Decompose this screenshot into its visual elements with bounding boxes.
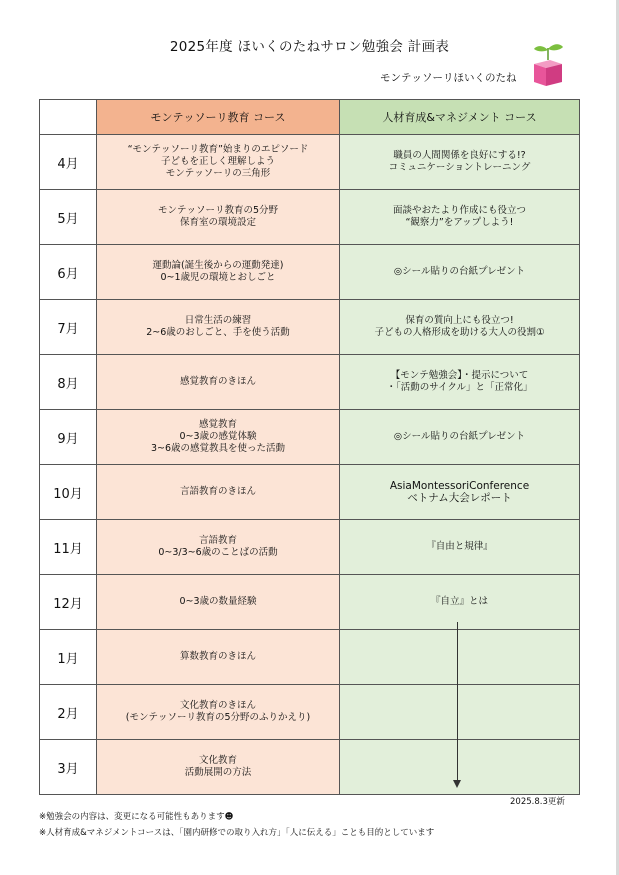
table-row: [40, 245, 580, 300]
montessori-course-cell: [97, 300, 340, 355]
montessori-topic-line: 0~3歳の数量経験: [179, 596, 257, 607]
management-topic-line: 子どもの人格形成を助ける大人の役割①: [374, 327, 545, 338]
montessori-topic-line: モンテッソーリの三角形: [165, 168, 271, 179]
montessori-topic-line: 日常生活の練習: [184, 315, 252, 326]
montessori-course-cell: [97, 410, 340, 465]
table-row: [40, 355, 580, 410]
montessori-course-cell: [97, 135, 340, 190]
montessori-topic-line: 3~6歳の感覚教具を使った活動: [150, 443, 286, 454]
month-cell: 5月: [40, 190, 97, 245]
management-topic-line: ◎シール貼りの台紙プレゼント: [393, 431, 526, 442]
montessori-topic-line: 0~3歳の感覚体験: [179, 431, 257, 442]
montessori-topic-line: 算数教育のきほん: [179, 651, 256, 662]
montessori-course-cell: [97, 685, 340, 740]
month-cell: 10月: [40, 465, 97, 520]
note-change: ※勉強会の内容は、変更になる可能性もあります☻: [39, 812, 234, 822]
table-row: [40, 685, 580, 740]
montessori-topic-line: 感覚教育: [198, 419, 237, 430]
management-topic-line: 面談やおたより作成にも役立つ: [392, 205, 526, 216]
table-header-row: [40, 100, 580, 135]
management-topic-line: 保育の質向上にも役立つ!: [405, 315, 514, 326]
management-course-cell: [340, 685, 580, 740]
management-course-cell: [340, 575, 580, 630]
down-arrow-icon: [453, 780, 461, 788]
montessori-course-cell: [97, 740, 340, 795]
management-topic-line: ◎シール貼りの台紙プレゼント: [393, 266, 526, 277]
table-row: [40, 465, 580, 520]
management-topic-line: コミュニケーショントレーニング: [388, 162, 531, 173]
management-course-cell: [340, 630, 580, 685]
header-management-course: 人材育成&マネジメント コース: [340, 100, 580, 135]
month-cell: 11月: [40, 520, 97, 575]
table-row: [40, 410, 580, 465]
montessori-course-cell: [97, 630, 340, 685]
month-cell: 2月: [40, 685, 97, 740]
table-row: [40, 190, 580, 245]
montessori-topic-line: 活動展開の方法: [184, 767, 252, 778]
organization-name: モンテッソーリほいくのたね: [380, 72, 517, 84]
table-row: [40, 740, 580, 795]
montessori-topic-line: 文化教育のきほん: [179, 700, 256, 711]
management-course-cell: [340, 300, 580, 355]
montessori-topic-line: 0~3/3~6歳のことばの活動: [158, 547, 278, 558]
month-cell: 1月: [40, 630, 97, 685]
month-cell: 6月: [40, 245, 97, 300]
management-course-cell: [340, 245, 580, 300]
table-row: [40, 135, 580, 190]
table-row: [40, 630, 580, 685]
montessori-topic-line: 子どもを正しく理解しよう: [160, 156, 275, 167]
plan-table: [39, 99, 580, 795]
montessori-topic-line: 2~6歳のおしごと、手を使う活動: [146, 327, 290, 338]
management-course-cell: [340, 190, 580, 245]
month-cell: 12月: [40, 575, 97, 630]
management-topic-line: AsiaMontessoriConference: [389, 480, 530, 492]
management-course-cell: [340, 465, 580, 520]
month-cell: 3月: [40, 740, 97, 795]
management-topic-line: 『自立』とは: [430, 596, 488, 607]
table-row: [40, 520, 580, 575]
month-cell: 8月: [40, 355, 97, 410]
table-row: [40, 300, 580, 355]
management-topic-line: 職員の人間関係を良好にする!?: [393, 150, 526, 161]
management-course-cell: [340, 355, 580, 410]
montessori-course-cell: [97, 465, 340, 520]
montessori-topic-line: (モンテッソーリ教育の5分野のふりかえり): [125, 712, 311, 723]
note-management-course: ※人材育成&マネジメントコースは、「園内研修での取り入れ方」「人に伝える」ことも目的としています: [39, 828, 435, 838]
montessori-course-cell: [97, 575, 340, 630]
montessori-course-cell: [97, 355, 340, 410]
montessori-topic-line: 言語教育のきほん: [179, 486, 256, 497]
management-topic-line: ・「活動のサイクル」と「正常化」: [386, 382, 533, 393]
management-course-cell: [340, 135, 580, 190]
table-row: [40, 575, 580, 630]
management-topic-line: “観察力”をアップしよう!: [405, 217, 514, 228]
sprout-box-icon: [528, 40, 568, 90]
header-month: [40, 100, 97, 135]
month-cell: 7月: [40, 300, 97, 355]
montessori-topic-line: 運動論(誕生後からの運動発達): [152, 260, 284, 271]
montessori-topic-line: “モンテッソーリ教育”始まりのエピソード: [127, 144, 309, 155]
montessori-topic-line: 保育室の環境設定: [179, 217, 256, 228]
continuation-arrow-line: [457, 622, 458, 784]
montessori-course-cell: [97, 520, 340, 575]
montessori-course-cell: [97, 245, 340, 300]
management-topic-line: 【モンテ勉強会】・提示について: [390, 370, 529, 381]
month-cell: 9月: [40, 410, 97, 465]
management-course-cell: [340, 410, 580, 465]
plan-table-body: [40, 135, 580, 795]
management-topic-line: 『自由と規律』: [426, 541, 493, 552]
montessori-topic-line: 0~1歳児の環境とおしごと: [160, 272, 276, 283]
header-montessori-course: モンテッソーリ教育 コース: [97, 100, 340, 135]
montessori-topic-line: 文化教育: [198, 755, 237, 766]
page-title: 2025年度 ほいくのたねサロン勉強会 計画表: [169, 39, 450, 55]
management-course-cell: [340, 520, 580, 575]
montessori-topic-line: 感覚教育のきほん: [179, 376, 256, 387]
updated-date: 2025.8.3更新: [510, 797, 565, 807]
montessori-topic-line: モンテッソーリ教育の5分野: [157, 205, 279, 216]
month-cell: 4月: [40, 135, 97, 190]
management-topic-line: ベトナム大会レポート: [407, 492, 512, 504]
montessori-course-cell: [97, 190, 340, 245]
montessori-topic-line: 言語教育: [198, 535, 237, 546]
